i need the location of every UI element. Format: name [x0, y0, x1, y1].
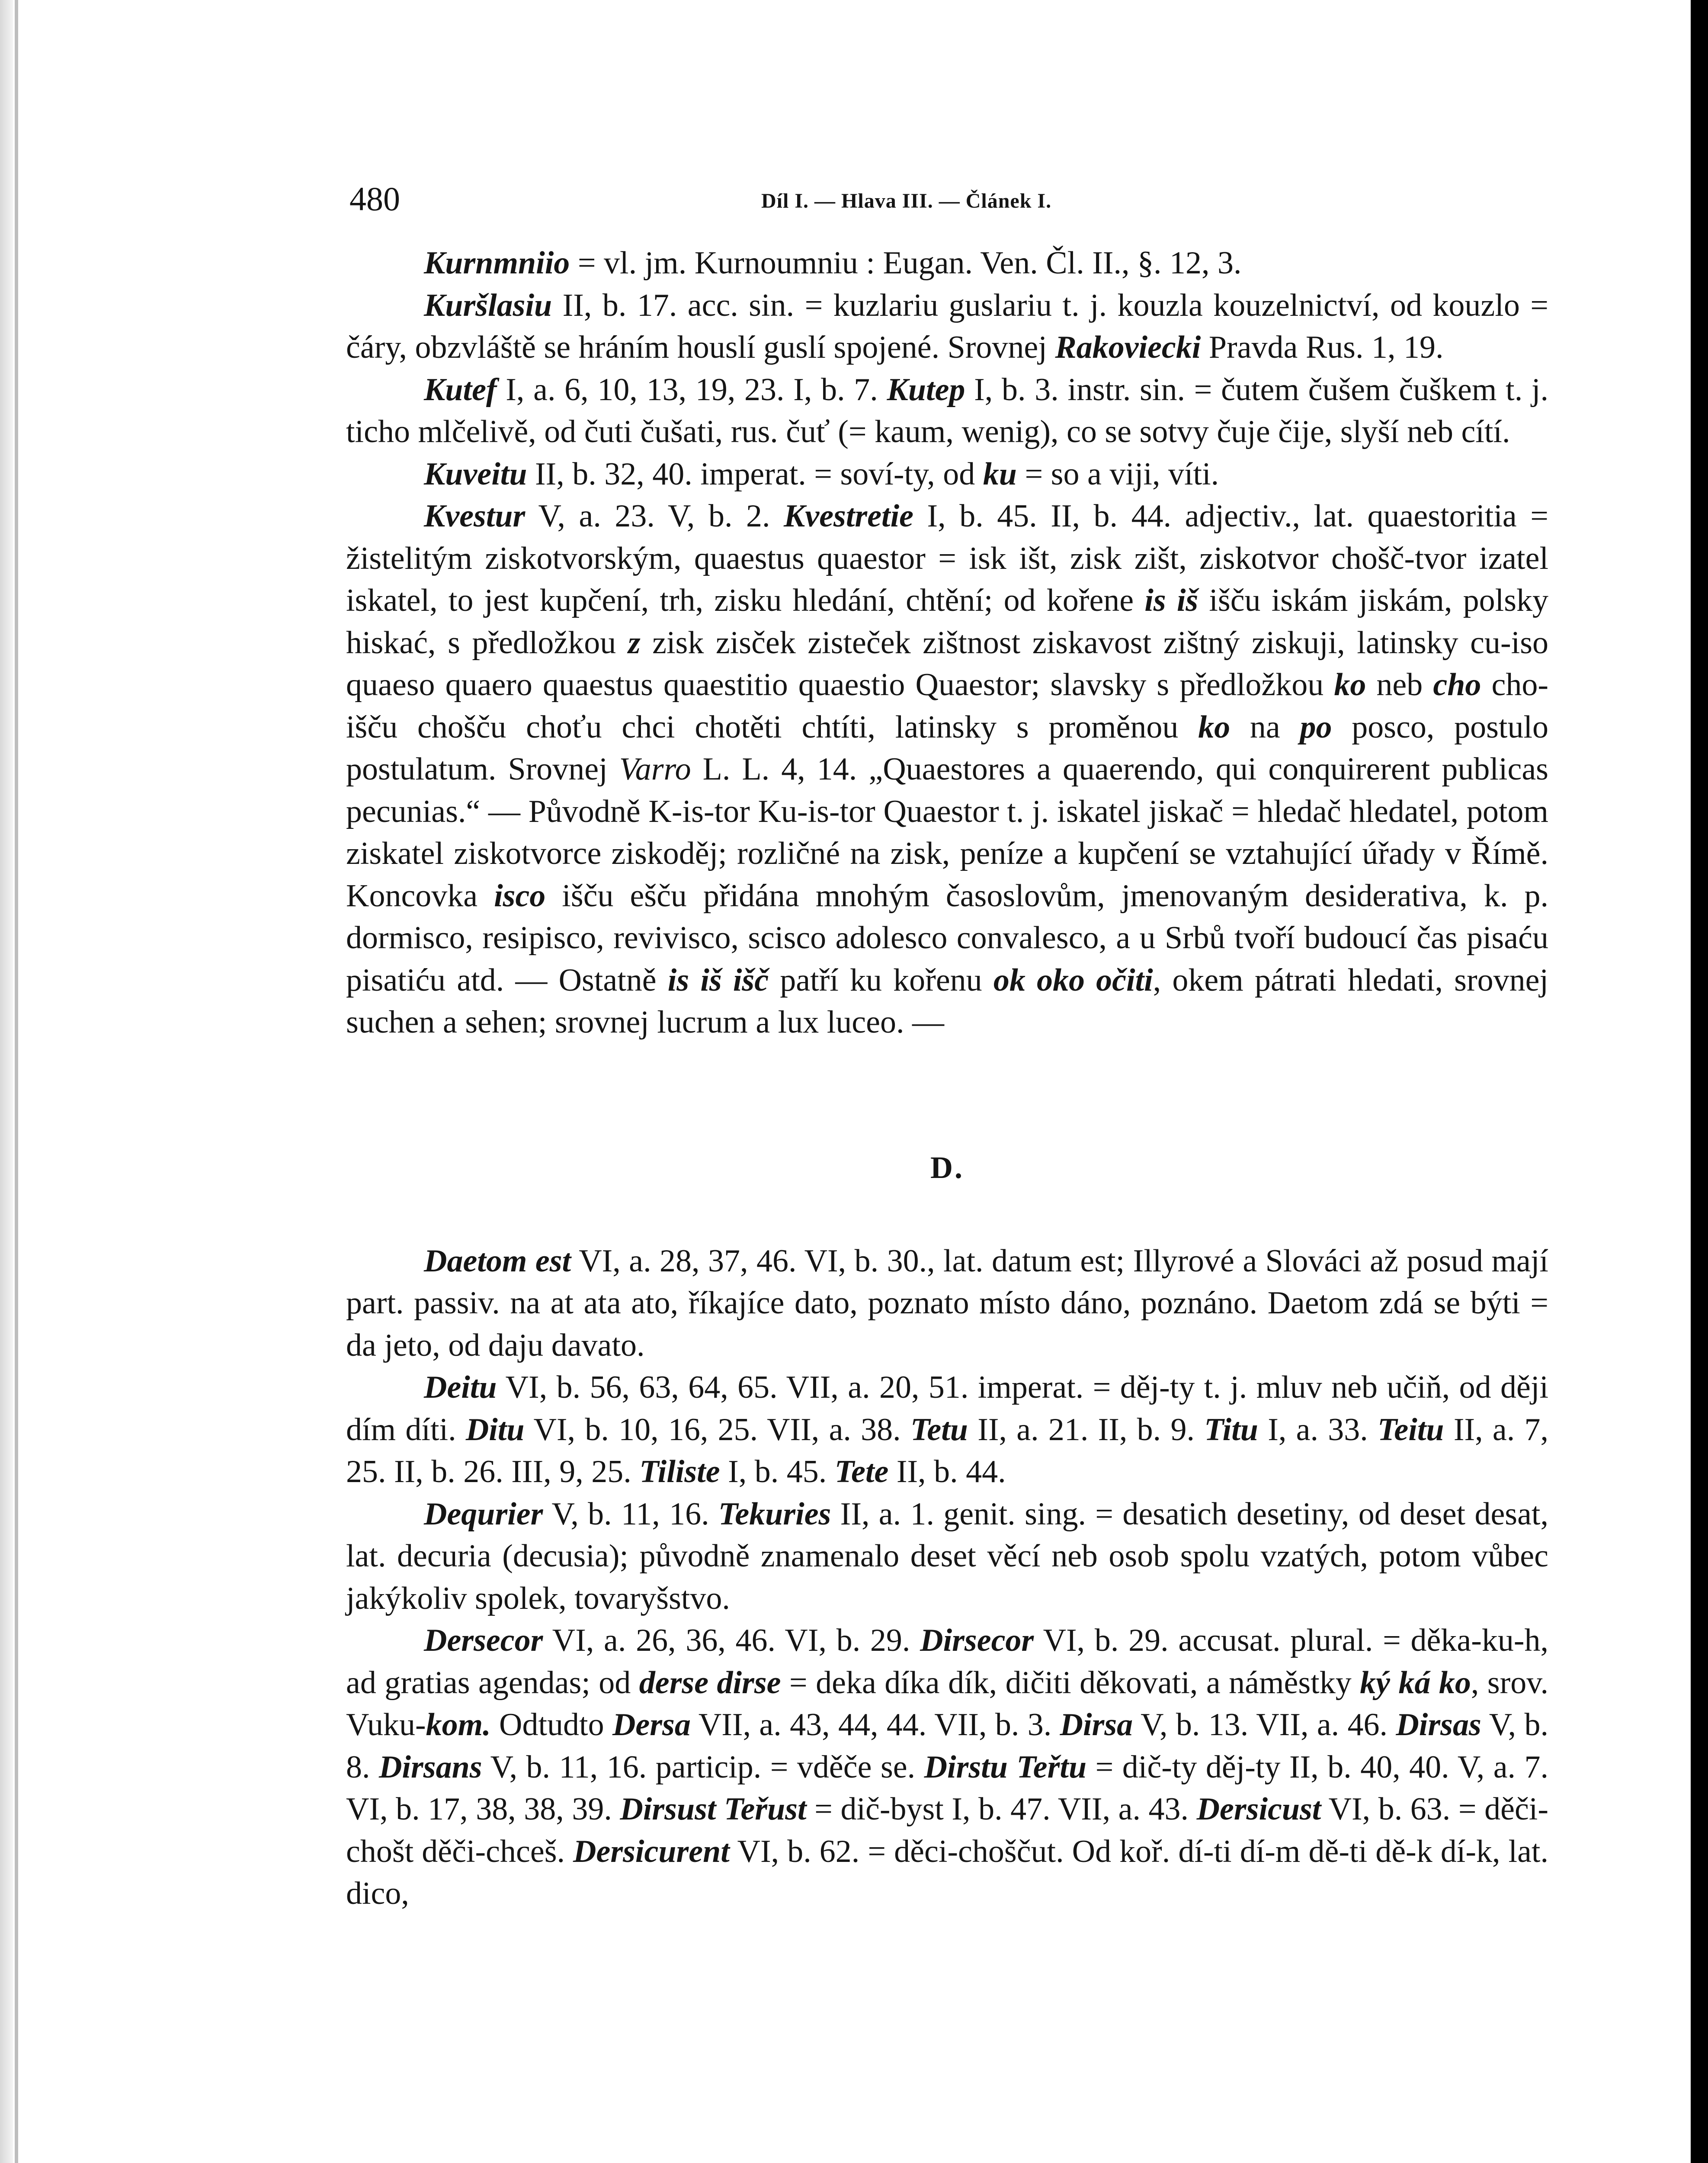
entry-text: Pravda Rus. 1, 19. — [1201, 330, 1444, 365]
entry-text: II, a. 1. genit. sing. = desatich desetiny, od deset desat, lat. decuria (decusia); původně znamenalo deset věcí neb osob spolu vzatých, potom vůbec jakýkoliv spolek, tovaryšstvo. — [346, 1496, 1548, 1616]
scan-right-border — [1691, 0, 1708, 2163]
entry-text: V, b. 11, 16. — [543, 1496, 718, 1532]
page-body — [346, 242, 1548, 1915]
headword: Dirsecor — [920, 1623, 1034, 1658]
entry-text: V, a. 23. V, b. 2. — [525, 498, 784, 534]
root-word: is iš — [1144, 583, 1198, 618]
root-word: kom. — [426, 1707, 491, 1743]
root-word: ko — [1334, 667, 1366, 703]
entry-text: II, b. 44. — [888, 1454, 1006, 1489]
author-reference: Varro — [619, 751, 691, 787]
entry-text: cho-išču chošču choťu chci chotěti chtíti, latinsky s proměnou — [346, 667, 1548, 745]
headword: Dirstu Teřtu — [924, 1749, 1087, 1785]
headword: Kutep — [887, 372, 965, 408]
entry-text: I, b. 45. II, b. 44. adjectiv., lat. quaestoritia = žistelitým ziskotvorským, quaestus quaestor = isk išt, zisk zišt, ziskotvor chošč-tvor izatel iskatel, to jest kupčení, trh, zisku hledání, chtění; od kořene — [346, 498, 1548, 618]
entry-kurslasiu — [346, 285, 1548, 369]
entry-text: VI, a. 26, 36, 46. VI, b. 29. — [543, 1623, 920, 1658]
entry-text: Odtudto — [490, 1707, 612, 1743]
section-heading-d — [346, 1146, 1548, 1189]
entry-text: VI, b. 56, 63, 64, 65. VII, a. 20, 51. imperat. = děj-ty t. j. mluv neb učiň, od ději dím díti. — [346, 1370, 1548, 1447]
entry-text: I, a. 6, 10, 13, 19, 23. I, b. 7. — [497, 372, 887, 408]
headword: Tekuries — [718, 1496, 831, 1532]
entry-text: II, b. 17. acc. sin. = kuzlariu guslariu t. j. kouzla kouzelnictví, od kouzlo = čáry, obzvláště se hráním houslí guslí spojené. Srovnej — [346, 287, 1548, 365]
headword: Dirsa — [1060, 1707, 1133, 1743]
root-word: ku — [983, 456, 1017, 492]
entry-text: II, a. 21. II, b. 9. — [968, 1412, 1205, 1447]
entry-deitu — [346, 1367, 1548, 1493]
headword: Daetom est — [424, 1243, 571, 1279]
running-head: Díl I. — Hlava III. — Článek I. — [761, 189, 1052, 212]
entry-text: VI, b. 63. = děči-chošt děči-chceš. — [346, 1791, 1548, 1869]
root-word: cho — [1433, 667, 1481, 703]
entry-text: II, a. 7, 25. II, b. 26. III, 9, 25. — [346, 1412, 1548, 1489]
entry-text: V, b. 13. VII, a. 46. — [1133, 1707, 1396, 1743]
entry-dersecor — [346, 1620, 1548, 1915]
entry-text: išču iskám jiskám, polsky hiskać, s předložkou — [346, 583, 1548, 661]
headword: Kvestretie — [784, 498, 914, 534]
root-word: po — [1300, 709, 1332, 745]
entry-text: posco, postulo postulatum. Srovnej — [346, 709, 1548, 787]
page-number: 480 — [349, 180, 400, 218]
entry-text: = dič-ty děj-ty II, b. 40, 40. V, a. 7. VI, b. 17, 38, 38, 39. — [346, 1749, 1549, 1827]
headword: Tiliste — [639, 1454, 720, 1489]
headword: Tetu — [910, 1412, 968, 1447]
entry-kutef — [346, 369, 1548, 453]
headword: Teitu — [1378, 1412, 1444, 1447]
scan-left-edge-line — [15, 0, 18, 2163]
headword: Dequrier — [424, 1496, 543, 1532]
entry-text: VI, b. 10, 16, 25. VII, a. 38. — [524, 1412, 910, 1447]
root-word: ok oko očiti — [993, 962, 1153, 998]
entry-text: VI, b. 29. accusat. plural. = děka-ku-h, ad gratias agendas; od — [346, 1623, 1548, 1701]
entry-text: I, b. 45. — [720, 1454, 835, 1489]
author-reference: Rakoviecki — [1055, 330, 1201, 365]
headword: Deitu — [424, 1370, 497, 1405]
root-word: isco — [494, 878, 546, 914]
scan-left-margin — [0, 0, 13, 2163]
headword: Dirsas — [1396, 1707, 1481, 1743]
section-letter: D. — [930, 1150, 964, 1185]
headword: Kurnmniio — [424, 245, 570, 281]
entry-text: V, b. 11, 16. particip. = vděče se. — [482, 1749, 924, 1785]
headword: Titu — [1204, 1412, 1258, 1447]
entry-kurnmniio — [346, 242, 1548, 285]
root-word: z — [628, 625, 641, 661]
entry-text: neb — [1366, 667, 1433, 703]
headword: Kvestur — [424, 498, 526, 534]
entry-text: VII, a. 43, 44, 44. VII, b. 3. — [690, 1707, 1060, 1743]
entry-kuveitu — [346, 453, 1548, 496]
entry-text: , okem pátrati hledati, srovnej suchen a sehen; srovnej lucrum a lux luceo. — — [346, 962, 1548, 1040]
entry-text: II, b. 32, 40. imperat. = soví-ty, od — [527, 456, 983, 492]
headword: Tete — [834, 1454, 889, 1489]
entry-daetom-est — [346, 1240, 1548, 1367]
entry-text: V, b. 8. — [346, 1707, 1548, 1785]
root-word: ko — [1198, 709, 1231, 745]
headword: Dersa — [612, 1707, 691, 1743]
entry-text: išču ešču přidána mnohým časoslovům, jmenovaným desiderativa, k. p. dormisco, resipisco, revivisco, scisco adolesco convalesco, a u Srbů tvoří budoucí čas pisaću pisatiću atd. — Ostatně — [346, 878, 1548, 998]
headword: Dirsans — [378, 1749, 482, 1785]
entry-text: VI, b. 62. = děci-choščut. Od koř. dí-ti dí-m dě-ti dě-k dí-k, lat. dico, — [346, 1833, 1548, 1911]
root-word: is iš išč — [667, 962, 769, 998]
entry-text: VI, a. 28, 37, 46. VI, b. 30., lat. datum est; Illyrové a Slováci až posud mají part. passiv. na at ata ato, říkajíce dato, poznato místo dáno, poznáno. Daetom zdá se býti = da jeto, od daju davato. — [346, 1243, 1548, 1363]
headword: Dersecor — [424, 1623, 543, 1658]
entry-text: = vl. jm. Kurnoumniu : Eugan. Ven. Čl. II., §. 12, 3. — [570, 245, 1242, 281]
headword: Dirsust Teřust — [620, 1791, 807, 1827]
entry-text: L. L. 4, 14. „Quaestores a quaerendo, qui conquirerent publicas pecunias.“ — Původně K-is-tor Ku-is-tor Quaestor t. j. iskatel jiskač = hledač hledatel, potom ziskatel ziskotvorce ziskoděj; rozličné na zisk, peníze a kupčení se vztahující úřady v Římě. Koncovka — [346, 751, 1548, 914]
root-word: ký ká ko — [1360, 1665, 1471, 1701]
entry-kvestur — [346, 495, 1548, 1044]
entry-text: I, a. 33. — [1258, 1412, 1378, 1447]
headword: Ditu — [465, 1412, 525, 1447]
entry-dequrier — [346, 1493, 1548, 1620]
entry-text: na — [1230, 709, 1300, 745]
root-word: derse dirse — [639, 1665, 781, 1701]
entry-text: zisk zisček zisteček zištnost ziskavost zištný ziskuji, latinsky cu-iso quaeso quaero quaestus quaestitio quaestio Quaestor; slavsky s předložkou — [346, 625, 1548, 703]
entry-text: I, b. 3. instr. sin. = čutem čušem čuškem t. j. ticho mlčelivě, od čuti čušati, rus. čuť (= kaum, wenig), co se sotvy čuje čije, slyší neb cítí. — [346, 372, 1548, 449]
headword: Kuveitu — [424, 456, 527, 492]
entry-text: = so a viji, víti. — [1016, 456, 1219, 492]
entry-text: , srov. Vuku- — [346, 1665, 1548, 1743]
headword: Dersicust — [1196, 1791, 1321, 1827]
headword: Kutef — [424, 372, 497, 408]
headword: Dersicurent — [573, 1833, 730, 1869]
headword: Kuršlasiu — [424, 287, 552, 323]
entry-text: patří ku kořenu — [769, 962, 993, 998]
entry-text: = dič-byst I, b. 47. VII, a. 43. — [806, 1791, 1197, 1827]
entry-text: = deka díka dík, dičiti děkovati, a náměstky — [781, 1665, 1360, 1701]
